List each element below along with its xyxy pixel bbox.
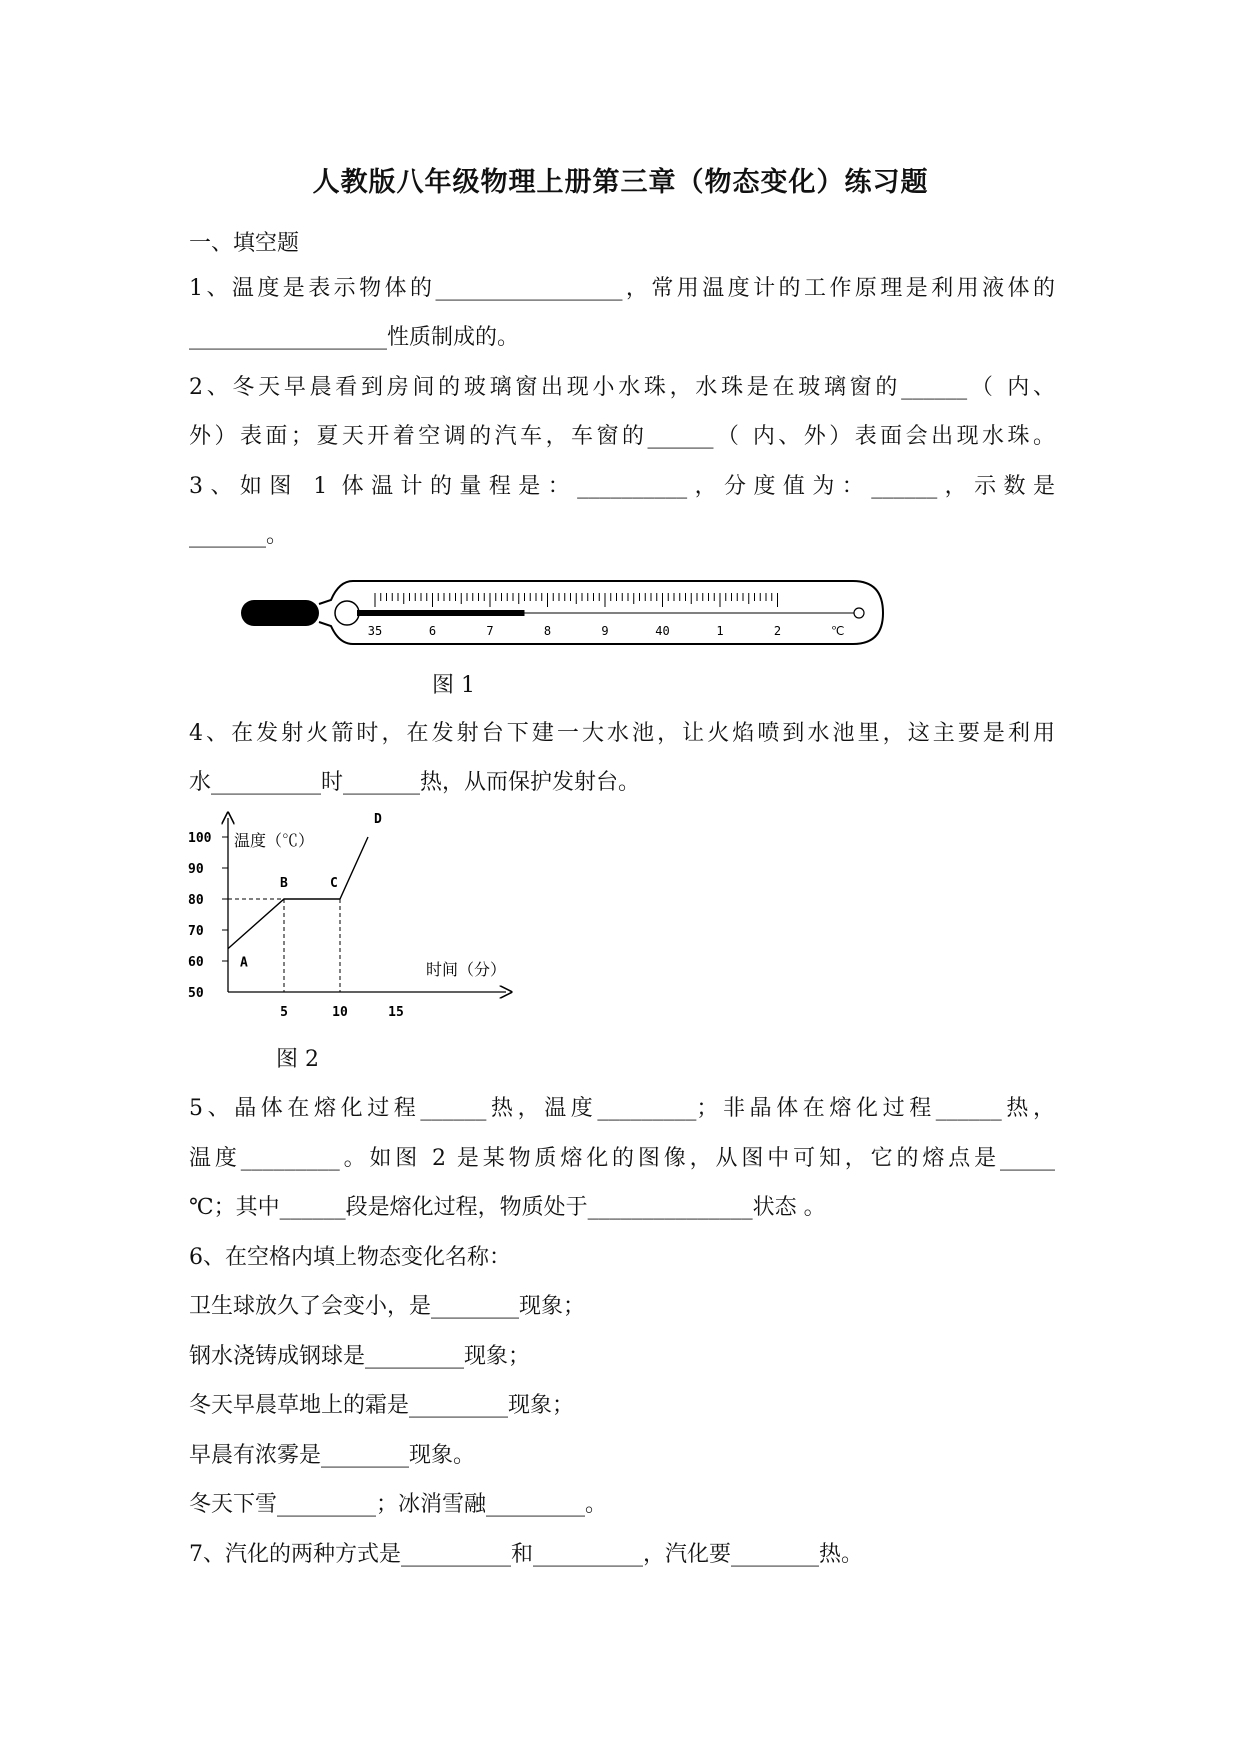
thermometer-constriction — [335, 601, 359, 625]
question-1-line-2: __________________性质制成的。 — [189, 325, 520, 350]
question-5-line-1: 5、晶体在熔化过程______热，温度_________；非晶体在熔化过程______热， — [189, 1096, 1055, 1121]
chart-x-tick-label: 5 — [280, 1005, 288, 1020]
chart-x-ticks — [280, 1005, 404, 1020]
chart-x-tick-label: 15 — [388, 1005, 404, 1020]
thermometer-scale-label: 9 — [601, 624, 609, 638]
section-heading: 一、填空题 — [189, 231, 300, 256]
melting-curve-chart — [186, 810, 526, 1025]
thermometer-scale-label: 8 — [543, 624, 552, 638]
question-3-line-1: 3、如图 1 体温计的量程是：__________，分度值为：______，示数是 — [189, 474, 1055, 499]
thermometer-cap — [241, 600, 319, 626]
question-5-line-2: 温度_________。如图 2 是某物质熔化的图像，从图中可知，它的熔点是_____ — [189, 1146, 1055, 1171]
chart-y-tick-label: 100 — [188, 831, 212, 846]
thermometer-scale-label: 40 — [655, 624, 670, 638]
thermometer-scale-labels — [368, 624, 781, 638]
chart-y-tick-label: 60 — [188, 955, 204, 970]
mercury-column — [357, 610, 525, 616]
question-6-line-3: 钢水浇铸成钢球是_________现象； — [189, 1344, 531, 1369]
chart-y-axis-label: 温度（℃） — [234, 831, 315, 850]
question-6-line-2: 卫生球放久了会变小，是________现象； — [189, 1294, 586, 1319]
chart-x-tick-label: 10 — [332, 1005, 348, 1020]
question-1-line-1: 1、温度是表示物体的_________________，常用温度计的工作原理是利用液体的 — [189, 276, 1055, 301]
thermometer-unit-label: ℃ — [831, 624, 845, 638]
chart-y-tick-label: 90 — [188, 862, 204, 877]
question-6-line-1: 6、在空格内填上物态变化名称： — [189, 1245, 511, 1270]
question-2-line-1: 2、冬天早晨看到房间的玻璃窗出现小水珠，水珠是在玻璃窗的______（ 内、 — [189, 375, 1055, 400]
chart-y-tick-label: 80 — [188, 893, 204, 908]
question-4-line-1: 4、在发射火箭时，在发射台下建一大水池，让火焰喷到水池里，这主要是利用 — [189, 721, 1055, 746]
figure-2-caption: 图 2 — [276, 1047, 319, 1072]
question-5-line-3: ℃；其中______段是熔化过程，物质处于_______________状态 。 — [189, 1195, 826, 1220]
chart-point-label: D — [374, 812, 382, 827]
thermometer-figure — [235, 576, 885, 646]
thermometer-scale-label: 35 — [367, 624, 383, 638]
question-2-line-2: 外）表面；夏天开着空调的汽车，车窗的______（ 内、外）表面会出现水珠。 — [189, 424, 1055, 449]
chart-y-tick-label: 50 — [188, 986, 204, 1001]
chart-y-tick-label: 70 — [188, 924, 204, 939]
question-6-line-4: 冬天早晨草地上的霜是_________现象； — [189, 1393, 575, 1418]
chart-point-label: A — [240, 955, 248, 971]
chart-x-axis-label: 时间（分） — [426, 960, 507, 979]
chart-guide-lines — [228, 899, 340, 992]
thermometer-scale-label: 2 — [773, 624, 782, 638]
page-title: 人教版八年级物理上册第三章（物态变化）练习题 — [312, 167, 929, 198]
thermometer-scale-label: 6 — [428, 624, 437, 638]
chart-melting-curve — [228, 837, 368, 949]
chart-series — [228, 837, 368, 949]
chart-point-label: B — [280, 876, 288, 891]
question-7-line-1: 7、汽化的两种方式是__________和__________，汽化要________热。 — [189, 1542, 863, 1567]
question-4-line-2: 水__________时_______热，从而保护发射台。 — [189, 770, 641, 795]
thermometer-scale — [375, 593, 778, 607]
question-3-line-2: _______。 — [189, 523, 289, 548]
chart-y-ticks — [188, 831, 228, 1001]
question-6-line-6: 冬天下雪_________；冰消雪融_________。 — [189, 1492, 608, 1517]
question-6-line-5: 早晨有浓雾是________现象。 — [189, 1443, 476, 1468]
chart-point-label: C — [330, 876, 338, 891]
figure-1-caption: 图 1 — [432, 673, 475, 698]
thermometer-end-bubble — [854, 608, 864, 618]
thermometer-scale-label: 7 — [486, 624, 494, 638]
thermometer-scale-label: 1 — [716, 624, 724, 638]
